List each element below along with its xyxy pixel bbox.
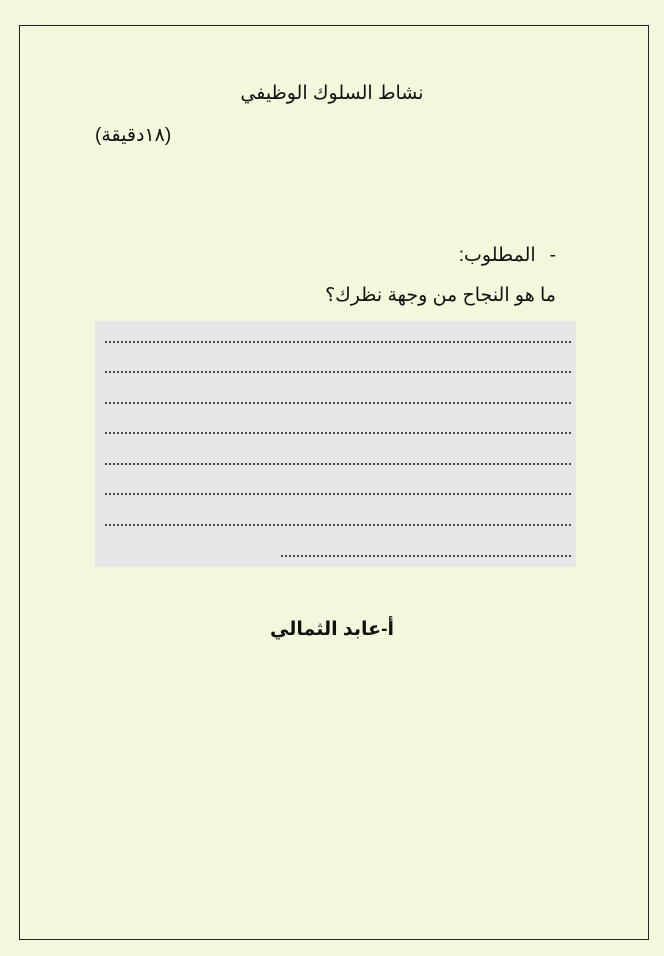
answer-line[interactable] xyxy=(104,432,572,434)
answer-line[interactable] xyxy=(104,463,572,465)
answer-line[interactable] xyxy=(104,371,572,373)
answer-line[interactable] xyxy=(104,341,572,343)
answer-line[interactable] xyxy=(280,555,572,557)
required-label: المطلوب: xyxy=(458,245,536,266)
answer-area[interactable] xyxy=(95,321,576,567)
question-text: ما هو النجاح من وجهة نظرك؟ xyxy=(325,285,556,306)
author-name: أ-عابد الثمالي xyxy=(270,619,394,640)
answer-line[interactable] xyxy=(104,493,572,495)
answer-line[interactable] xyxy=(104,524,572,526)
required-heading xyxy=(459,244,556,267)
activity-duration: (١٨دقيقة) xyxy=(95,125,172,146)
page-title: نشاط السلوك الوظيفي xyxy=(240,83,424,104)
list-dash: - xyxy=(549,245,556,266)
answer-line[interactable] xyxy=(104,402,572,404)
